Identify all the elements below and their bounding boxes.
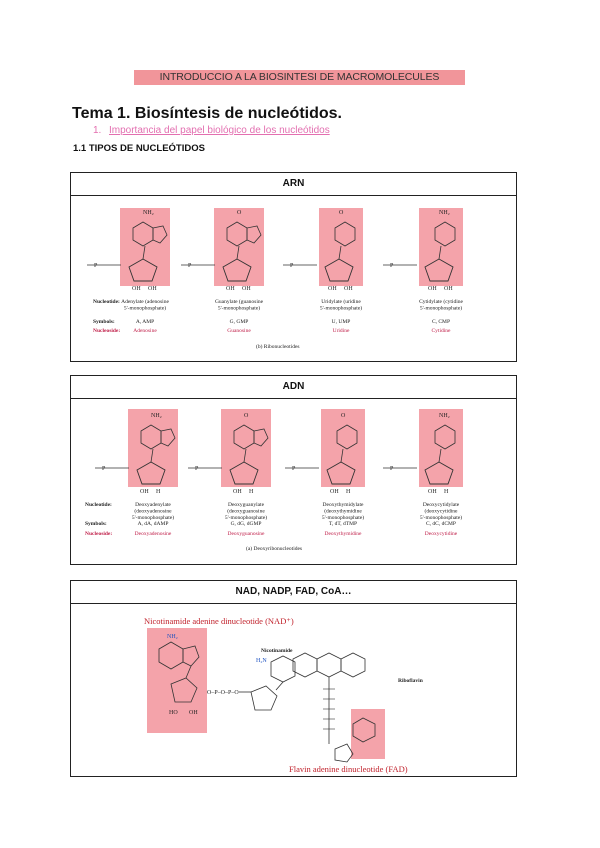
arn-name-line-2-1: 5'-monophosphate) (319, 305, 363, 312)
adenine-highlight (147, 628, 207, 733)
adn-nucleoside-0: Deoxyadenosine (134, 531, 172, 537)
arn-c2-label-1: OH (242, 286, 251, 292)
cofactors-heading: NAD, NADP, FAD, CoA… (71, 581, 516, 604)
cofactors-figure (71, 604, 516, 776)
fad-title: Flavin adenine dinucleotide (FAD) (289, 764, 408, 774)
adn-c2-label-1: H (249, 489, 254, 495)
arn-nucleoside-0: Adenosine (133, 328, 157, 334)
adn-figure (71, 399, 516, 564)
adn-symbols-0: A, dA, dAMP (137, 521, 169, 527)
section-heading: 1.1 TIPOS DE NUCLEÓTIDOS (73, 143, 205, 154)
nad-title: Nicotinamide adenine dinucleotide (NAD⁺) (144, 616, 294, 626)
arn-caption: (b) Ribonucleotides (256, 344, 300, 350)
list-number: 1. (93, 125, 102, 136)
adn-nucleoside-1: Deoxyguanosine (227, 531, 265, 537)
arn-symbols-2: U, UMP (331, 319, 351, 325)
adn-c2-label-3: H (444, 489, 449, 495)
adn-base-top-2: O (341, 413, 346, 419)
adn-oh-label-2: OH (330, 489, 339, 495)
arn-symbols-1: G, GMP (229, 319, 249, 325)
adn-name-line-1-0: Deoxyguanylate (227, 502, 265, 508)
fad-adenine-highlight (351, 709, 385, 759)
adn-c2-label-2: H (346, 489, 351, 495)
arn-oh-label-1: OH (226, 286, 235, 292)
adn-name-line-1-1: (deoxyguanosine (227, 508, 265, 515)
adn-oh-label-0: OH (140, 489, 149, 495)
adn-name-line-0-0: Deoxyadenylate (135, 502, 171, 508)
adn-base-top-1: O (244, 413, 249, 419)
arn-c2-label-2: OH (344, 286, 353, 292)
adn-phosphorus-0: P (102, 466, 106, 472)
arn-name-line-1-0: Guanylate (guanosine (214, 299, 264, 305)
adn-c2-label-0: H (156, 489, 161, 495)
adn-oh-label-3: OH (428, 489, 437, 495)
arn-name-line-3-1: 5'-monophosphate) (419, 305, 463, 312)
svg-text:NH₂: NH₂ (167, 634, 178, 640)
adn-phosphorus-2: P (292, 466, 296, 472)
arn-c2-label-0: OH (148, 286, 157, 292)
adn-highlight-3 (419, 409, 463, 487)
arn-phosphorus-0: P (94, 263, 98, 269)
adn-symbols-1: G, dG, dGMP (230, 521, 262, 527)
adn-highlight-2 (321, 409, 365, 487)
arn-base-top-3: NH₂ (439, 210, 450, 216)
arn-figure (71, 196, 516, 361)
arn-name-line-1-1: 5'-monophosphate) (217, 305, 261, 312)
adn-name-line-2-0: Deoxythymidylate (322, 502, 364, 508)
adn-phosphorus-3: P (390, 466, 394, 472)
adn-symbols-3: C, dC, dCMP (426, 521, 456, 527)
adn-name-line-3-2: 5'-monophosphate) (419, 515, 463, 521)
riboflavin-label: Riboflavin (398, 678, 423, 684)
nicotinamide-label: Nicotinamide (261, 648, 293, 654)
adn-heading: ADN (71, 376, 516, 399)
adn-name-line-3-0: Deoxycytidylate (422, 502, 460, 508)
arn-row-label-nucleotide: Nucleotide: (93, 299, 120, 305)
arn-row-label-nucleoside: Nucleoside: (93, 328, 121, 334)
arn-name-line-0-0: Adenylate (adenosine (121, 299, 169, 305)
arn-c2-label-3: OH (444, 286, 453, 292)
adn-name-line-0-2: 5'-monophosphate) (131, 515, 175, 521)
adn-name-line-2-1: (deoxythymidine (324, 508, 362, 515)
svg-text:OH: OH (189, 710, 198, 716)
adn-nucleoside-2: Deoxythymidine (324, 531, 362, 537)
arn-symbols-3: C, CMP (431, 319, 451, 325)
arn-heading: ARN (71, 173, 516, 196)
adn-nucleoside-3: Deoxycytidine (424, 531, 458, 537)
adn-name-line-1-2: 5'-monophosphate) (224, 515, 268, 521)
adn-symbols-2: T, dT, dTMP (328, 521, 358, 527)
arn-phosphorus-2: P (290, 263, 294, 269)
arn-phosphorus-1: P (188, 263, 192, 269)
adn-oh-label-1: OH (233, 489, 242, 495)
arn-name-line-3-0: Cytidylate (cytidine (419, 299, 463, 305)
arn-nucleoside-1: Guanosine (227, 328, 251, 334)
page-title: Tema 1. Biosíntesis de nucleótidos. (72, 105, 342, 122)
course-banner: INTRODUCCIO A LA BIOSINTESI DE MACROMOLECULES (134, 70, 465, 85)
arn-name-line-2-0: Uridylate (uridine (321, 299, 361, 305)
adn-row-label-nucleotide: Nucleotide: (85, 502, 112, 508)
arn-oh-label-3: OH (428, 286, 437, 292)
arn-base-top-2: O (339, 210, 344, 216)
phosphate-chain: O–P–O–P–O (207, 690, 239, 696)
adn-base-top-3: NH₂ (439, 413, 450, 419)
arn-symbols-0: A, AMP (135, 319, 155, 325)
arn-name-line-0-1: 5'-monophosphate) (123, 305, 167, 312)
svg-text:H₂N: H₂N (256, 658, 267, 664)
adn-row-label-symbols: Symbols: (85, 521, 107, 527)
list-item-importance[interactable] (93, 125, 330, 136)
adn-caption: (a) Deoxyribonucleotides (246, 546, 303, 552)
adn-phosphorus-1: P (195, 466, 199, 472)
cofactors-box (70, 580, 517, 777)
adn-base-top-0: NH₂ (151, 413, 162, 419)
arn-box (70, 172, 517, 362)
adn-name-line-2-2: 5'-monophosphate) (321, 515, 365, 521)
adn-name-line-0-1: (deoxyadenosine (134, 508, 172, 515)
arn-oh-label-2: OH (328, 286, 337, 292)
arn-nucleoside-3: Cytidine (431, 328, 451, 334)
arn-phosphorus-3: P (390, 263, 394, 269)
svg-text:HO: HO (169, 710, 178, 716)
list-item-link[interactable]: Importancia del papel biológico de los nucleótidos (109, 125, 330, 136)
arn-row-label-symbols: Symbols: (93, 319, 115, 325)
adn-row-label-nucleoside: Nucleoside: (85, 531, 113, 537)
adn-name-line-3-1: (deoxycytidine (424, 508, 458, 515)
arn-base-top-0: NH₂ (143, 210, 154, 216)
arn-nucleoside-2: Uridine (332, 328, 350, 334)
arn-base-top-1: O (237, 210, 242, 216)
arn-oh-label-0: OH (132, 286, 141, 292)
adn-box (70, 375, 517, 565)
